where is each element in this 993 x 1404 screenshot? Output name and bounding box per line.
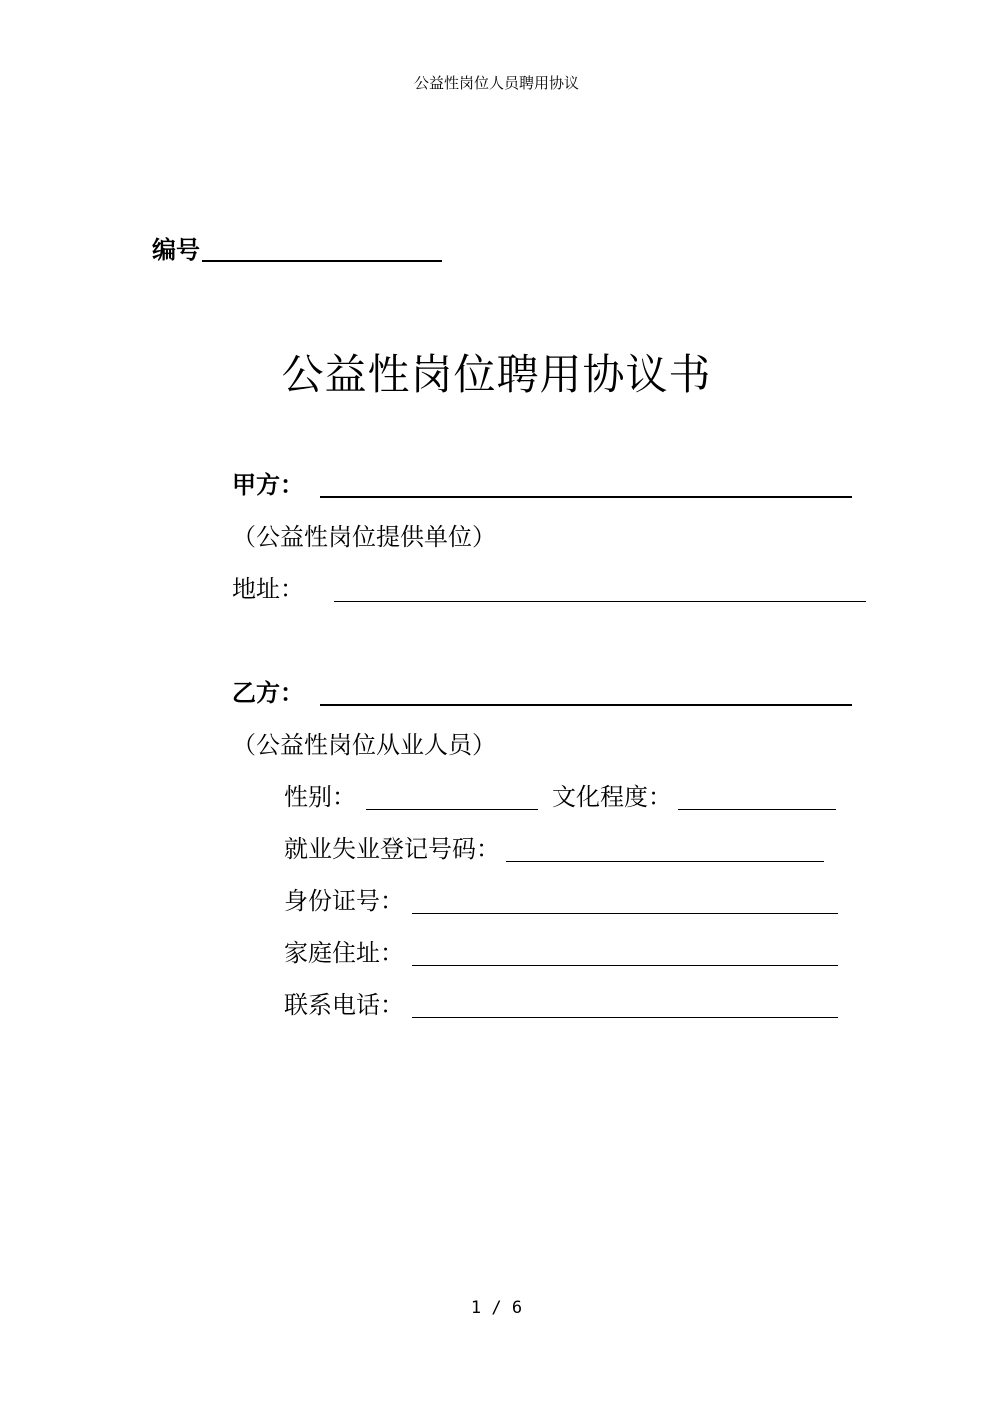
document-title: 公益性岗位聘用协议书: [281, 350, 712, 399]
phone-label: 联系电话：: [284, 991, 404, 1019]
party-a-address-label: 地址：: [232, 575, 304, 603]
id-number-row: [284, 886, 838, 916]
education-blank[interactable]: [678, 809, 836, 810]
phone-row: [284, 990, 838, 1020]
phone-blank[interactable]: [412, 1017, 838, 1018]
page-number: 1 / 6: [470, 1298, 523, 1318]
serial-number-label: 编号: [152, 236, 200, 264]
party-a-note: （公益性岗位提供单位）: [232, 523, 496, 551]
party-b-blank[interactable]: [320, 704, 852, 706]
employment-reg-blank[interactable]: [506, 861, 824, 862]
employment-reg-row: [284, 834, 824, 864]
party-a-address-field: [232, 574, 866, 604]
home-address-row: [284, 938, 838, 968]
party-a-label: 甲方：: [232, 471, 304, 499]
serial-number-field: [152, 236, 442, 264]
education-label: 文化程度：: [552, 783, 672, 811]
id-number-blank[interactable]: [412, 913, 838, 914]
home-address-label: 家庭住址：: [284, 939, 404, 967]
gender-label: 性别：: [284, 783, 356, 811]
party-a-blank[interactable]: [320, 496, 852, 498]
party-a-field: [232, 470, 852, 500]
party-b-note: （公益性岗位从业人员）: [232, 731, 496, 759]
gender-blank[interactable]: [366, 809, 538, 810]
party-a-address-blank[interactable]: [334, 601, 866, 602]
serial-number-blank[interactable]: [202, 260, 442, 262]
id-number-label: 身份证号：: [284, 887, 404, 915]
employment-reg-label: 就业失业登记号码：: [284, 835, 500, 863]
party-b-field: [232, 678, 852, 708]
party-b-label: 乙方：: [232, 679, 304, 707]
gender-education-row: [284, 782, 836, 812]
running-header: 公益性岗位人员聘用协议: [413, 74, 579, 92]
home-address-blank[interactable]: [412, 965, 838, 966]
